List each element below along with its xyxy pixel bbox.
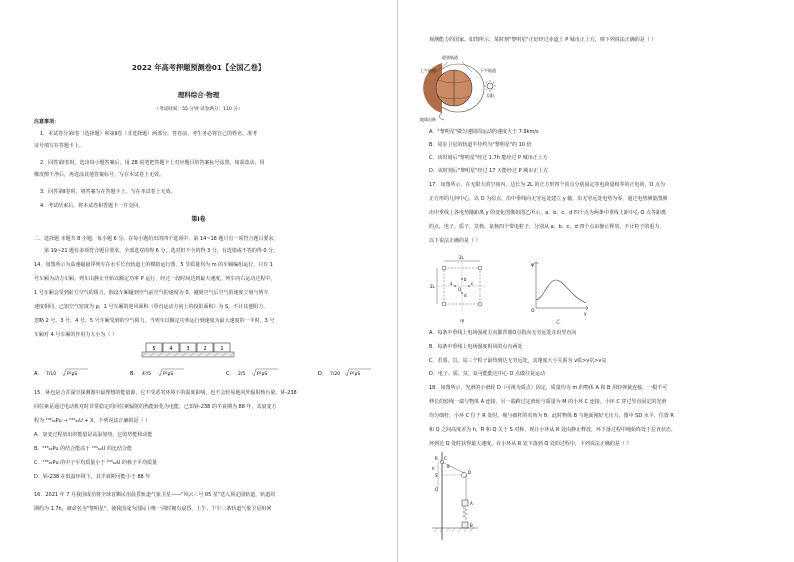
- notice-line: 2．回答第Ⅰ卷时，选出每小题答案后，用 2B 铅笔把答题卡上对应题目的答案标号涂黑。如需改动，用: [40, 160, 265, 166]
- ground-hatching: [434, 528, 473, 532]
- fig-label: y: [584, 312, 587, 317]
- exam-meta: （考试时间：55 分钟 试卷满分：110 分）: [154, 107, 243, 112]
- q17-option: A．每条中垂线上电场强度方向都背离O点指向无穷远处并沿竖直向: [429, 330, 577, 336]
- q15-line: 同位素是通过电动机对时非常稳定的同位素辐射的热能转化为电能，已知钚-238 的半衰期为 88 年，其衰变方: [34, 404, 277, 410]
- q17-option: D．电子、质、氘、氚可能能达中心 O 点做往复运动: [429, 371, 545, 377]
- fig-label: C: [444, 456, 447, 461]
- q18-line: 伸长的轻绳一端与物体 A 连接，另一端跨过定滑轮与质量为 M 的小环 C 连接。小环 C 穿过竖直固定的光滑: [429, 399, 667, 405]
- orbit-label: 下午轨道: [480, 68, 496, 73]
- q16-option: B．同步卫星的轨道半径约为"黎明星"的 10 倍: [429, 142, 532, 148]
- spring-icon: [463, 506, 467, 520]
- orbit-label: 地球自转: [420, 117, 436, 122]
- notice-line: 4．考试结束后，将本试卷和答题卡一并交回。: [40, 203, 144, 209]
- exam-title: 2022 年高考押题预测卷01【全国乙卷】: [131, 63, 266, 72]
- q18-line: 18．如图所示，光滑的小滑轮 D（可视为质点）固定，质量均为 m 的物体 A 和 B 用轻弹簧连接，一根不可: [429, 385, 668, 391]
- orbit-label: 晨昏轨道: [442, 55, 458, 60]
- fig-caption: 甲: [460, 320, 465, 325]
- q17-option: B．每条中垂线上电场强度相同的点有两处: [429, 344, 523, 350]
- fig-label: d: [464, 293, 467, 298]
- option-coef: 7/10: [46, 372, 57, 377]
- rope: [442, 462, 466, 500]
- q14-line: 车厢对 4 号车厢的作用力大小为（ ）: [34, 332, 117, 338]
- q15-line: 程为 ²³⁸₉₄Pu → ²³⁴₉₂U + X，下列说法正确的是（ ）: [34, 418, 151, 424]
- fig-label: S: [435, 473, 438, 478]
- option-coef: 7/20: [330, 372, 341, 377]
- section-line: 二、选择题 本题共 8 小题，每小题 6 分。在每小题给出的四个选项中，第 14~18 题只有一项符合题目要求，: [34, 236, 279, 242]
- right-column: [397, 0, 794, 562]
- fig-caption: 乙: [556, 320, 561, 325]
- orbit-label: 太阳: [486, 93, 494, 98]
- option-coef: 2/5: [238, 372, 246, 377]
- notice-line: 3．回答第Ⅱ卷时，将答案写在答题卡上。写在本试卷上无效。: [40, 189, 176, 195]
- option-root: P²ρS: [67, 372, 78, 377]
- block-a: [462, 500, 468, 506]
- q14-options: [34, 369, 371, 377]
- fig-label: B: [470, 523, 473, 528]
- car-number: 4: [169, 346, 173, 352]
- q14-line: 速度相同，已知空气密度为 ρ，1 号车厢的迎风面积（垂直运动方向上的投影面积）为 S。不计其他阻力，: [34, 304, 269, 310]
- q14-line: 号车厢为动力车厢。列车由静止开始以额定功率 P 运行，经过一段时间达到最大速度。列车向右运动过程中，: [34, 276, 276, 282]
- option-label: A．: [34, 371, 43, 377]
- option-label: B．: [130, 371, 139, 377]
- q15-option: B．²³⁸₉₄Pu 的结合能高于 ²³⁴₉₂U 的比结合能: [34, 446, 132, 452]
- q17-option: C．若质、氘、氚三个粒子最终到达无穷远处，其速度大小关系为 v质>v氘>v氚: [429, 358, 607, 364]
- q15-option: A．衰变过程放出的能量是高温加热，它的势能和动能: [34, 432, 153, 438]
- car-number: 3: [186, 346, 190, 352]
- q14-line: 1 号车厢会受到前方空气的阻力，假设车厢碰到空气前空气的速度为 0，碰到空气后空气的速度立刻与列车: [34, 290, 269, 296]
- notice-line: 橡皮擦干净后，再选涂其他答案标号。写在本试卷上无效。: [34, 172, 165, 178]
- fig-label: A: [470, 501, 473, 506]
- q18-line: 均匀细杆，小环 C 位于 R 处时，绳与细杆的夹角为 θ，此时物体 B 与地面刚好无压力。图中 SD 水平，位置 R: [429, 413, 674, 419]
- q16-line: 16．2021 年 7 月我国成功将全球首颗民用晨昏轨道气象卫星——"风云三号 05 星"送入预定圆轨道，轨道周: [34, 492, 276, 498]
- subject-title: 理科综合·物理: [177, 91, 220, 99]
- option-label: C．: [226, 371, 235, 377]
- pulley-icon: [462, 473, 467, 478]
- notice-head: 注意事项：: [34, 119, 60, 125]
- car-number: 2: [203, 346, 207, 352]
- notice-line: 1．本试卷分第Ⅰ卷（选择题）和第Ⅱ卷（非选择题）两部分。答卷前，考生务必将自己的姓名、准考: [40, 131, 258, 137]
- q14-line: 14．如图所示为高速磁悬浮列车在水平长直轨道上的模拟运行图，5 节质量均为 m 的车厢编组运行，只有 1: [34, 262, 273, 268]
- q15-line: 15．钚也是合并深空探测器中最理想的能量源，它不受恶劣环境下的温度影响，也不会轻易地向外辐射核污染。钚-238: [34, 390, 297, 396]
- section-line: 第 19~21 题有多项符合题目要求。全部选对的得 6 分，选对但不全的得 3 分，有选错或不答的得 0 分。: [44, 248, 279, 254]
- fig-label: b: [464, 277, 467, 282]
- q14-line: 忽略 2 号、3 号、4 号、5 号车厢受到的空气阻力。当列车以额定功率运行到速度为最大速度的一半时，3 号: [34, 318, 275, 324]
- q15-option: D．钚-238 在低温环境下，其半衰期可能小于 88 年: [34, 474, 151, 480]
- fig-label: φ: [531, 263, 534, 268]
- car-number: 5: [152, 346, 156, 352]
- q15-option: C．²³⁸₉₄Pu 的中子平均质量小于 ²³⁴₉₂U 的核子平均质量: [34, 460, 158, 466]
- pulley-figure: [398, 0, 794, 562]
- q17-line: 正方形的几何中心，以 O 为原点，沿中垂线向无穷远处建立 y 轴，沿无穷远处电势为零，通过电势测量图测: [429, 196, 668, 202]
- q17-line: 出中垂线上各电势随距离 y 的变化图像如图乙所示。a、b、c、d 四个点为两条中垂线上距中心 O 点等距离: [429, 210, 667, 216]
- option-label: D．: [318, 371, 327, 377]
- option-root: P²ρS: [350, 372, 361, 377]
- fig-label: θ: [447, 464, 450, 469]
- fig-label: Q: [435, 487, 439, 492]
- q17-line: 以下说法正确的是（ ）: [429, 238, 481, 244]
- q16-intro: 观测能力的国家。如图所示，某时刻"黎明星"正好经过赤道上 P 城市正上方，则下列说法正确的是（ ）: [429, 37, 657, 43]
- option-coef: 4³/5: [142, 372, 152, 377]
- fig-label: R: [435, 456, 438, 461]
- q18-line: 和 Q 之间高度差为 h，R 和 Q 关于 S 对称，现让小环从 R 处由静止释放，环下落过程中绳始终处于拉直状态，: [429, 427, 677, 433]
- fig-label: O: [531, 309, 535, 314]
- q16-option: C．该时刻后"黎明星"经过 1.7h 能经过 P 城市正上方: [429, 155, 548, 161]
- orbit-label: 上午轨道: [420, 68, 436, 73]
- track: [142, 352, 234, 357]
- q17-line: 17．如图所示，在无限大的空间内，边长为 2L 的正方形四个顶点分别固定等电荷量相等的正电荷，O 点为: [429, 182, 666, 188]
- volume-title: 第Ⅰ卷: [191, 216, 206, 223]
- q16-option: A．"黎明星"做匀速圆周运动的速度大于 7.9km/s: [429, 129, 539, 135]
- fig-label: a: [450, 281, 453, 286]
- notice-line: 证号填写在答题卡上。: [34, 143, 85, 149]
- fig-label: O: [458, 287, 462, 292]
- block-b: [462, 522, 468, 528]
- fig-label: c: [471, 281, 474, 286]
- q18-line: 环到达 Q 处时获得最大速度。在小环从 R 处下落到 Q 处的过程中，下列说法正确的是（ ）: [429, 441, 632, 447]
- fig-label: D: [468, 470, 472, 475]
- option-root: P²ρS: [257, 372, 268, 377]
- fig-label: 2L: [459, 255, 464, 260]
- q16-line: 期约为 1.7h，被命名为"黎明星"，使我国成为国际上唯一同时拥有晨昏、上午、下午三条轨道气象卫星组网: [34, 506, 272, 512]
- train-cars: [146, 343, 230, 352]
- q16-option: D．该时刻后"黎明星"经过 17 天能经过 P 城市正上方: [429, 168, 549, 174]
- option-root: P²ρS: [163, 372, 174, 377]
- fig-label: 2L: [430, 284, 435, 289]
- q17-line: 的点，电子、质子、氘核、氚核四个带电粒子，分别从 a、b、c、d 四个点由静止释放，不计粒子的重力，: [429, 224, 665, 230]
- fig-label: h: [432, 466, 435, 471]
- car-number: 1: [220, 346, 224, 352]
